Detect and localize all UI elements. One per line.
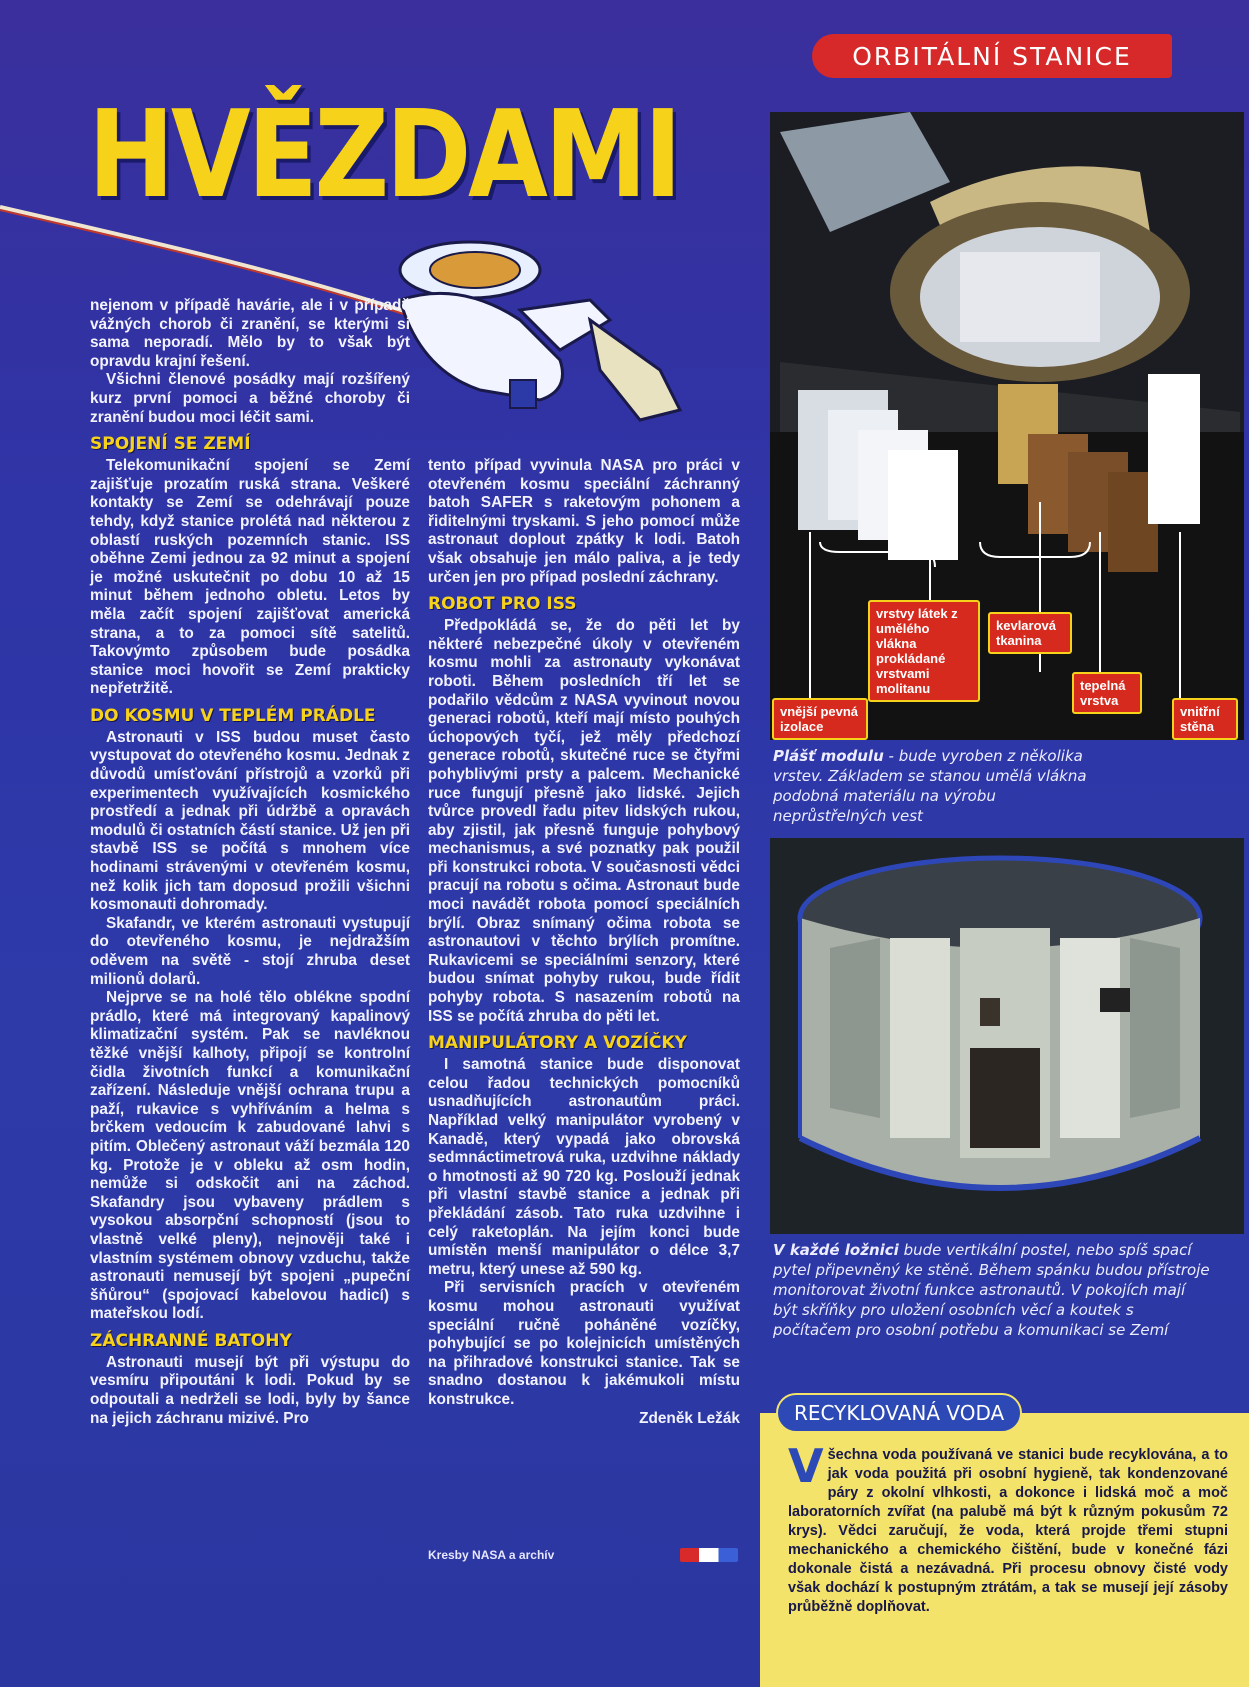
section-tag: ORBITÁLNÍ STANICE [812,34,1172,78]
label-thermal: tepelná vrstva [1072,672,1142,714]
paragraph-manipulatory-1: I samotná stanice bude disponovat celou řadou technických pomocníků usnadňujících astronautům práci. Například velký manipulátor vyrobený v Kanadě, který vypadá jako obrovská sedmnáctimetrová ruka, uzdvihne náklady o hmotnosti až 90 720 kg. Poslouží jednak při vlastní stavbě stanice a jednak při překládání zásob. Tato ruka uzdvihne i celý raketoplán. Na jejím konci bude umístěn menší manipulátor o délce 3,7 metru, který unese až 590 kg. [428,1056,740,1278]
paragraph-safer: tento případ vyvinula NASA pro práci v otevřeném kosmu speciální záchranný batoh SAFER s raketovým pohonem a řiditelnými tryskami. S jeho pomocí může astronaut doplout zpátky k lodi. Batoh však obsahuje jen málo paliva, a je tedy určen jen pro případ poslední záchrany. [428,457,740,586]
column-1 [90,297,410,1428]
intro-paragraph-2: Všichni členové posádky mají rozšířený kurz první pomoci a běžné choroby či zranění budou moci léčit sami. [90,371,410,426]
author: Zdeněk Ležák [639,1409,740,1427]
paragraph-manipulatory-2: Při servisních pracích v otevřeném kosmu mohou astronauti využívat speciální ručně poháněné vozíčky, pohybující se po kolejnicích umístěných na přihradové konstrukci stanice. Tak se snadno dostanou k jakémukoli místu konstrukce. [428,1279,740,1408]
intro-paragraph-1: nejenom v případě havárie, ale i v případě vážných chorob či zranění, se kterými si sama neporadí. Mělo by to však být opravdu krajní řešení. [90,297,410,370]
paragraph-robot: Předpokládá se, že do pěti let by některé nebezpečné úkoly v otevřeném kosmu mohli za astronauty vykonávat roboti. Během posledních tří let se podařilo vědcům z NASA vyvinout novou generaci robotů, kteří mají místo pouhých úchopových tyčí, jež měly předchozí generace robotů, skutečné ruce se čtyřmi pohyblivými prsty a palcem. Mechanické ruce fungují přesně jako lidské. Jejich tvůrce provedl řadu pitev lidských rukou, aby zjistil, jak přesně funguje pohybový mechanismus, a své poznatky pak použil při konstrukci robota. V současnosti vědci pracují na robotu s očima. Astronaut bude moci navádět robota pomocí speciálních brýlí. Obraz snímaný očima robota se astronautovi v těchto brýlích promítne. Rukavicemi se speciálními senzory, které budou snímat pohyby rukou, bude řídit pohyby robota. S nasazením robotů na ISS se počítá zhruba do pěti let. [428,617,740,1025]
paragraph-do-kosmu-2: Skafandr, ve kterém astronauti vystupují do otevřeného kosmu, je nejdražším oděvem na světě - stojí zhruba deset milionů dolarů. [90,914,410,988]
module-shell-figure [770,112,1244,740]
headline: HVĚZDAMI [88,86,679,225]
sleeping-quarters-caption [773,1240,1213,1340]
paragraph-spojeni: Telekomunikační spojení se Zemí zajišťuje prozatím ruská strana. Veškeré kontakty se Zemí se odehrávají pouze tehdy, když stanice prolétá nad některou z oblastí ruských pozemních stanic. ISS oběhne Zemi jednou za 92 minut a spojení je možné uskutečnit po dobu 10 až 15 minut během jednoho obletu. Letos by měla začít spojení zajišťovat americká strana, a to za pomoci sítě satelitů. Takovýmto způsobem bude posádka stanice moci hovořit se Zemí prakticky nepřetržitě. [90,457,410,698]
sleeping-quarters-figure [770,838,1244,1234]
label-fabric-layers: vrstvy látek z umělého vlákna prokládané vrstvami molitanu [868,600,980,702]
paragraph-batohy: Astronauti musejí být při výstupu do vesmíru připoutáni k lodi. Pokud by se odpoutali a nedrželi se lodi, byly by šance na jejich záchranu mizivé. Pro [90,1353,410,1427]
sleeping-quarters-illustration [770,838,1244,1234]
heading-manipulatory: MANIPULÁTORY A VOZÍČKY [428,1033,687,1054]
heading-robot: ROBOT PRO ISS [428,594,577,615]
column-2 [428,457,740,1428]
module-shell-caption [773,746,1103,826]
heading-spojeni: SPOJENÍ SE ZEMÍ [90,434,251,455]
dropcap: V [788,1439,824,1493]
recycled-water-title: RECYKLOVANÁ VODA [776,1393,1022,1433]
caption-text: bude vertikální postel, nebo spíš spací pytel připevněný ke stěně. Během spánku budou přístroje monitorovat životní funkce astronautů. V pokojích mají být skříňky pro uložení osobních věcí a koutek s počítačem pro osobní potřebu a komunikaci se Zemí [773,1241,1210,1339]
caption-bold: V každé ložnici [773,1241,899,1259]
heading-do-kosmu: DO KOSMU V TEPLÉM PRÁDLE [90,705,376,726]
astronaut-illustration [360,240,720,430]
caption-bold: Plášť modulu [773,747,884,765]
recycled-water-body: šechna voda používaná ve stanici bude recyklována, a to jak voda použitá při osobní hygieně, tak kondenzované páry z okolní vlhkosti, a dokonce i lidská moč a moč laboratorních zvířat (na palubě má být k různým pokusům 72 krys). Vědci zaručují, že voda, která projde třemi stupni mechanického a chemického čištění, bude v konečné fázi dokonale čistá a nezávadná. Při procesu obnovy čisté vody však dochází k postupným ztrátám, a tak se musejí její zásoby průběžně doplňovat. [788,1447,1228,1615]
label-kevlar: kevlarová tkanina [988,612,1072,654]
paragraph-do-kosmu-3: Nejprve se na holé tělo oblékne spodní prádlo, které má integrovaný kapalinový klimatizační systém. Pak se navléknou těžké vnější kalhoty, připojí se kontrolní čidla životních funkcí a komunikační zařízení. Následuje vnější ochrana trupu a paží, rukavice s vyhříváním a helma s brčkem vedoucím k zabudované lahvi s pitím. Oblečený astronaut váží bezmála 120 kg. Protože je v obleku až osm hodin, nemůže si odskočit ani na záchod. Skafandry jsou vybaveny prádlem s vysokou absorpční schopností (jsou to vlastně velké pleny), nejnověji také i vlastním systémem obnovy vzduchu, takže astronauti nemusejí být spojeni „pupeční šňůrou“ (spojovací kabelovou hadicí) s mateřskou lodí. [90,989,410,1323]
image-credit: Kresby NASA a archív [428,1548,555,1562]
recycled-water-text [788,1439,1228,1617]
caption-text: - bude vyroben z několika vrstev. Základem se stanou umělá vlákna podobná materiálu na výrobu neprůstřelných vest [773,747,1087,825]
paragraph-do-kosmu-1: Astronauti v ISS budou muset často vystupovat do otevřeného kosmu. Jednak z důvodů umísťování přístrojů a vzorků při experimentech využívajících kosmického prostředí a jednak při údržbě a opravách modulů či ostatních částí stanice. Už jen při stavbě ISS se počítá s mnohem více hodinami strávenými v otevřeném kosmu, než kolik jich tam doposud prožili všichni kosmonauti dohromady. [90,728,410,914]
label-outer-insulation: vnější pevná izolace [772,698,868,740]
heading-zachranne-batohy: ZÁCHRANNÉ BATOHY [90,1330,292,1351]
label-inner-wall: vnitřní stěna [1172,698,1238,740]
flag-icon [680,1548,738,1562]
